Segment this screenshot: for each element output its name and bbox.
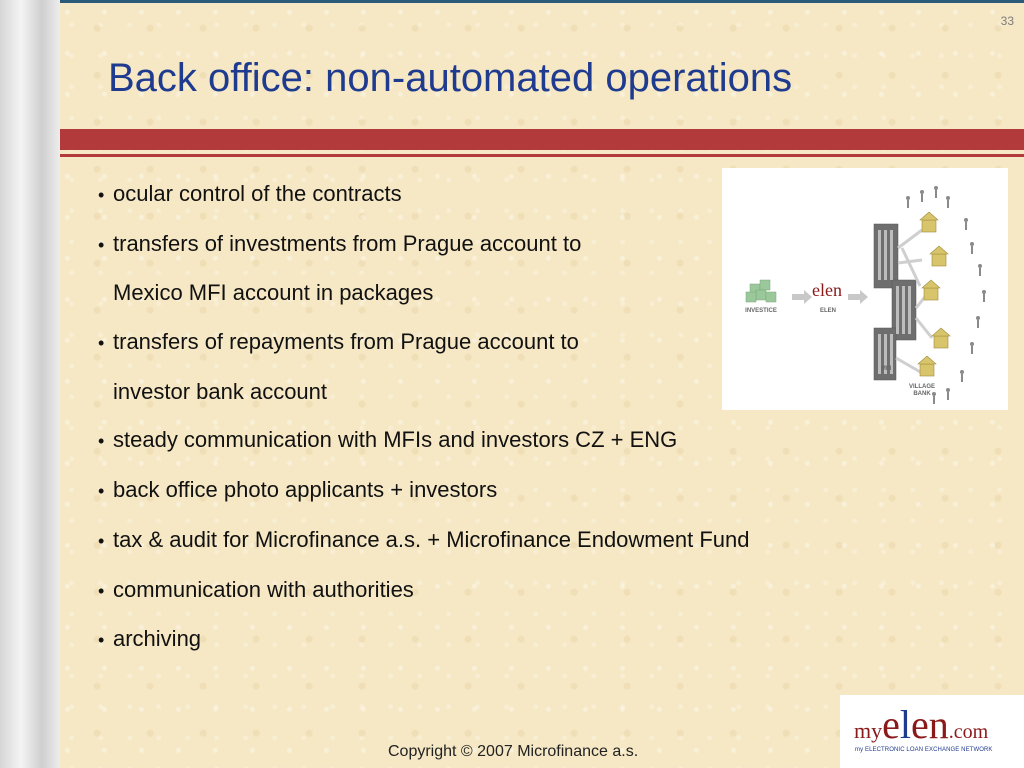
- left-margin-strip: [0, 0, 60, 768]
- bullet-text: archiving: [113, 626, 202, 652]
- bullet-item: [98, 478, 928, 503]
- village-bank-label-line1: VILLAGE: [908, 384, 935, 390]
- slide-title: Back office: non-automated operations: [108, 56, 793, 100]
- top-border-line: [60, 0, 1024, 3]
- logo-my-text: my: [854, 718, 883, 743]
- slide-number: 33: [1000, 14, 1014, 28]
- bullet-item: [98, 428, 928, 453]
- bullet-dot: •: [98, 481, 105, 502]
- bullet-text: back office photo applicants + investors: [113, 477, 498, 503]
- bullet-dot: •: [98, 580, 105, 601]
- bullet-text: ocular control of the contracts: [113, 181, 402, 206]
- logo-com-text: .com: [948, 721, 989, 743]
- logo-l-text: l: [899, 702, 912, 747]
- bullet-text: tax & audit for Microfinance a.s. + Microfinance Endowment Fund: [113, 526, 750, 552]
- bullet-dot: •: [98, 234, 105, 255]
- bullet-continuation: investor bank account: [113, 378, 328, 404]
- bullet-dot: •: [98, 630, 105, 651]
- myelen-wordmark: [854, 701, 988, 748]
- village-bank-icons: [918, 212, 950, 376]
- bullet-item: [98, 528, 928, 553]
- bullet-text: transfers of investments from Prague account to: [113, 230, 582, 256]
- investice-label: INVESTICE: [745, 308, 777, 314]
- bullet-text: steady communication with MFIs and investors CZ + ENG: [113, 427, 678, 453]
- logo-tagline: my ELECTRONIC LOAN EXCHANGE NETWORK: [855, 747, 993, 753]
- bullet-item: [98, 578, 928, 603]
- title-divider-band: [60, 129, 1024, 150]
- bullet-text: communication with authorities: [113, 576, 414, 602]
- title-divider-line: [60, 154, 1024, 157]
- logo-en-text: en: [911, 702, 949, 747]
- bullet-dot: •: [98, 333, 105, 354]
- bullet-dot: •: [98, 185, 105, 205]
- bullet-dot: •: [98, 530, 105, 551]
- investment-blocks-icon: [746, 280, 776, 302]
- bullet-item: [98, 627, 928, 652]
- logo-e-text: e: [882, 702, 900, 747]
- copyright-footer: Copyright © 2007 Microfinance a.s.: [388, 743, 639, 760]
- village-bank-label-line2: BANK: [913, 391, 931, 397]
- mfi-label: MFI: [880, 366, 892, 372]
- bullet-continuation: Mexico MFI account in packages: [113, 280, 434, 306]
- flow-diagram-illustration: [722, 168, 1008, 410]
- myelen-logo: [840, 695, 1024, 768]
- bullet-text: transfers of repayments from Prague account to: [113, 329, 579, 355]
- flow-diagram-image: [722, 168, 1008, 410]
- bullet-dot: •: [98, 431, 105, 452]
- elen-diagram-logo: elen: [812, 280, 842, 300]
- elen-label: ELEN: [819, 308, 836, 314]
